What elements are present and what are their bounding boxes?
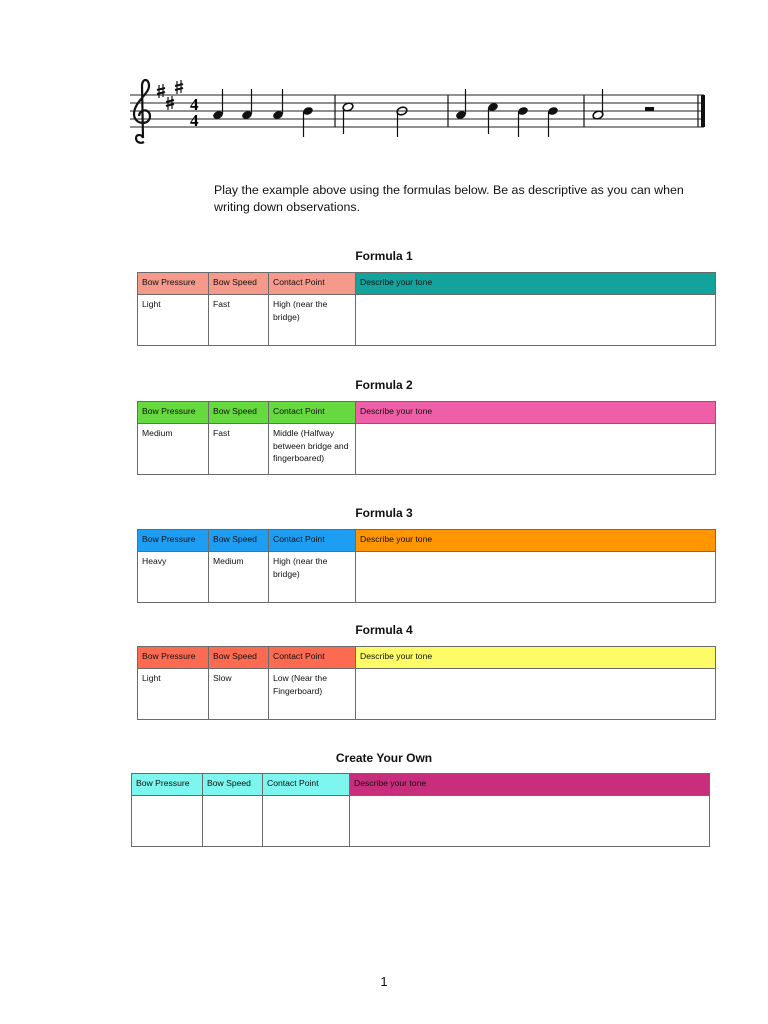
time-signature-top: 4: [190, 95, 199, 114]
header-cell: Contact Point: [269, 402, 356, 424]
header-cell: Describe your tone: [350, 774, 710, 796]
formula-title: Formula 3: [355, 506, 413, 520]
value-cell: Medium: [138, 424, 209, 475]
note: [517, 106, 529, 137]
header-cell: Bow Speed: [209, 647, 269, 669]
value-cell: Light: [138, 669, 209, 720]
tone-description-cell[interactable]: [350, 796, 710, 847]
table-row: [138, 669, 716, 720]
tone-description-cell[interactable]: [356, 295, 716, 346]
header-cell: Contact Point: [269, 647, 356, 669]
value-cell: High (near the bridge): [269, 295, 356, 346]
value-cell: Middle (Halfway between bridge and fingerboared): [269, 424, 356, 475]
value-cell[interactable]: [263, 796, 350, 847]
note: [592, 89, 604, 120]
tone-description-cell[interactable]: [356, 669, 716, 720]
table-row: [138, 424, 716, 475]
header-cell: Contact Point: [269, 273, 356, 295]
music-staff: [118, 72, 712, 162]
formula-table: [137, 401, 716, 475]
value-cell[interactable]: [203, 796, 263, 847]
formula-title: Formula 2: [355, 378, 413, 392]
formula-title: Create Your Own: [335, 751, 433, 765]
formula-title: Formula 4: [355, 623, 413, 637]
header-cell: Bow Pressure: [138, 402, 209, 424]
value-cell: Fast: [209, 295, 269, 346]
header-cell: Contact Point: [269, 530, 356, 552]
header-cell: Contact Point: [263, 774, 350, 796]
table-header-row: [138, 273, 716, 295]
header-cell: Describe your tone: [356, 530, 716, 552]
note: [487, 102, 499, 134]
half-rest-icon: [645, 107, 654, 111]
note: [547, 106, 559, 137]
value-cell: High (near the bridge): [269, 552, 356, 603]
header-cell: Bow Pressure: [132, 774, 203, 796]
tone-description-cell[interactable]: [356, 552, 716, 603]
table-row: [138, 552, 716, 603]
time-signature-bottom: 4: [190, 111, 199, 130]
table-header-row: [138, 530, 716, 552]
value-cell[interactable]: [132, 796, 203, 847]
instructions-text: Play the example above using the formulas below. Be as descriptive as you can when writing down observations.: [214, 183, 684, 214]
table-header-row: [132, 774, 710, 796]
value-cell: Fast: [209, 424, 269, 475]
header-cell: Describe your tone: [356, 402, 716, 424]
page-number: 1: [380, 974, 388, 989]
header-cell: Bow Speed: [209, 402, 269, 424]
value-cell: Slow: [209, 669, 269, 720]
formula-table: [137, 272, 716, 346]
notes: [212, 89, 654, 137]
header-cell: Bow Pressure: [138, 273, 209, 295]
header-cell: Bow Speed: [203, 774, 263, 796]
formula-title: Formula 1: [355, 249, 413, 263]
header-cell: Bow Pressure: [138, 647, 209, 669]
note: [272, 89, 284, 120]
table-row: [138, 295, 716, 346]
note: [342, 102, 354, 134]
header-cell: Describe your tone: [356, 273, 716, 295]
header-cell: Describe your tone: [356, 647, 716, 669]
tone-description-cell[interactable]: [356, 424, 716, 475]
value-cell: Heavy: [138, 552, 209, 603]
formula-table: [137, 529, 716, 603]
staff-lines: [130, 95, 704, 127]
value-cell: Light: [138, 295, 209, 346]
table-header-row: [138, 402, 716, 424]
note: [455, 89, 467, 120]
table-header-row: [138, 647, 716, 669]
formula-table: [137, 646, 716, 720]
note: [302, 106, 314, 137]
note: [241, 89, 253, 120]
header-cell: Bow Speed: [209, 273, 269, 295]
table-row: [132, 796, 710, 847]
value-cell: Medium: [209, 552, 269, 603]
note: [212, 89, 224, 120]
formula-table: [131, 773, 710, 847]
header-cell: Bow Speed: [209, 530, 269, 552]
value-cell: Low (Near the Fingerboard): [269, 669, 356, 720]
header-cell: Bow Pressure: [138, 530, 209, 552]
